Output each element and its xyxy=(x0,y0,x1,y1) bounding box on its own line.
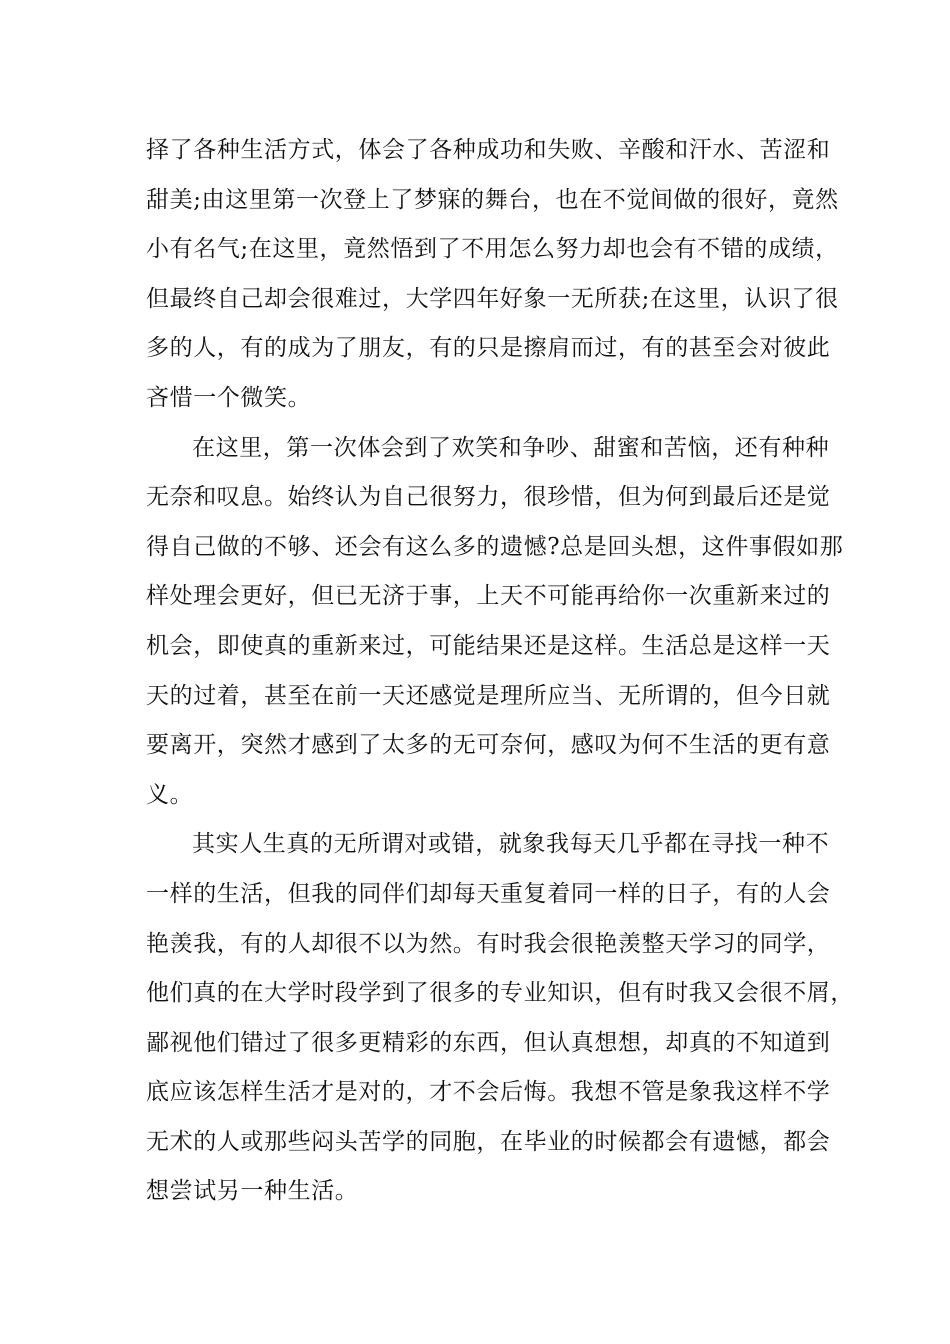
text-line: 义。 xyxy=(146,781,194,808)
text-line: 艳羡我，有的人却很不以为然。有时我会很艳羡整天学习的同学， xyxy=(146,930,831,957)
text-line: 甜美;由这里第一次登上了梦寐的舞台，也在不觉间做的很好，竟然 xyxy=(146,186,839,213)
text-line: 样处理会更好，但已无济于事，上天不可能再给你一次重新来过的 xyxy=(146,583,831,610)
text-line: 要离开，突然才感到了太多的无可奈何，感叹为何不生活的更有意 xyxy=(146,732,831,759)
text-line: 无奈和叹息。始终认为自己很努力，很珍惜，但为何到最后还是觉 xyxy=(146,484,831,511)
text-line: 小有名气;在这里，竟然悟到了不用怎么努力却也会有不错的成绩， xyxy=(146,236,839,263)
text-line: 无术的人或那些闷头苦学的同胞，在毕业的时候都会有遗憾，都会 xyxy=(146,1128,831,1155)
text-line: 其实人生真的无所谓对或错，就象我每天几乎都在寻找一种不 xyxy=(192,831,830,858)
text-line: 天的过着，甚至在前一天还感觉是理所应当、无所谓的，但今日就 xyxy=(146,682,831,709)
text-line: 一样的生活，但我的同伴们却每天重复着同一样的日子，有的人会 xyxy=(146,880,831,907)
text-line: 想尝试另一种生活。 xyxy=(146,1178,359,1205)
paragraph-3 xyxy=(146,820,854,1217)
text-line: 机会，即使真的重新来过，可能结果还是这样。生活总是这样一天 xyxy=(146,632,831,659)
text-line: 底应该怎样生活才是对的，才不会后悔。我想不管是象我这样不学 xyxy=(146,1079,831,1106)
text-line: 但最终自己却会很难过，大学四年好象一无所获;在这里，认识了很 xyxy=(146,285,839,312)
paragraph-2 xyxy=(146,424,844,821)
document-body xyxy=(146,126,854,1217)
text-line: 多的人，有的成为了朋友，有的只是擦肩而过，有的甚至会对彼此 xyxy=(146,335,831,362)
text-line: 择了各种生活方式，体会了各种成功和失败、辛酸和汗水、苦涩和 xyxy=(146,137,831,163)
text-line: 在这里，第一次体会到了欢笑和争吵、甜蜜和苦恼，还有种种 xyxy=(192,434,830,461)
text-line: 吝惜一个微笑。 xyxy=(146,384,312,411)
text-line: 鄙视他们错过了很多更精彩的东西，但认真想想，却真的不知道到 xyxy=(146,1029,831,1056)
text-line: 得自己做的不够、还会有这么多的遗憾?总是回头想，这件事假如那 xyxy=(146,533,844,560)
text-line: 他们真的在大学时段学到了很多的专业知识，但有时我又会很不屑， xyxy=(146,980,854,1007)
paragraph-1 xyxy=(146,126,839,424)
